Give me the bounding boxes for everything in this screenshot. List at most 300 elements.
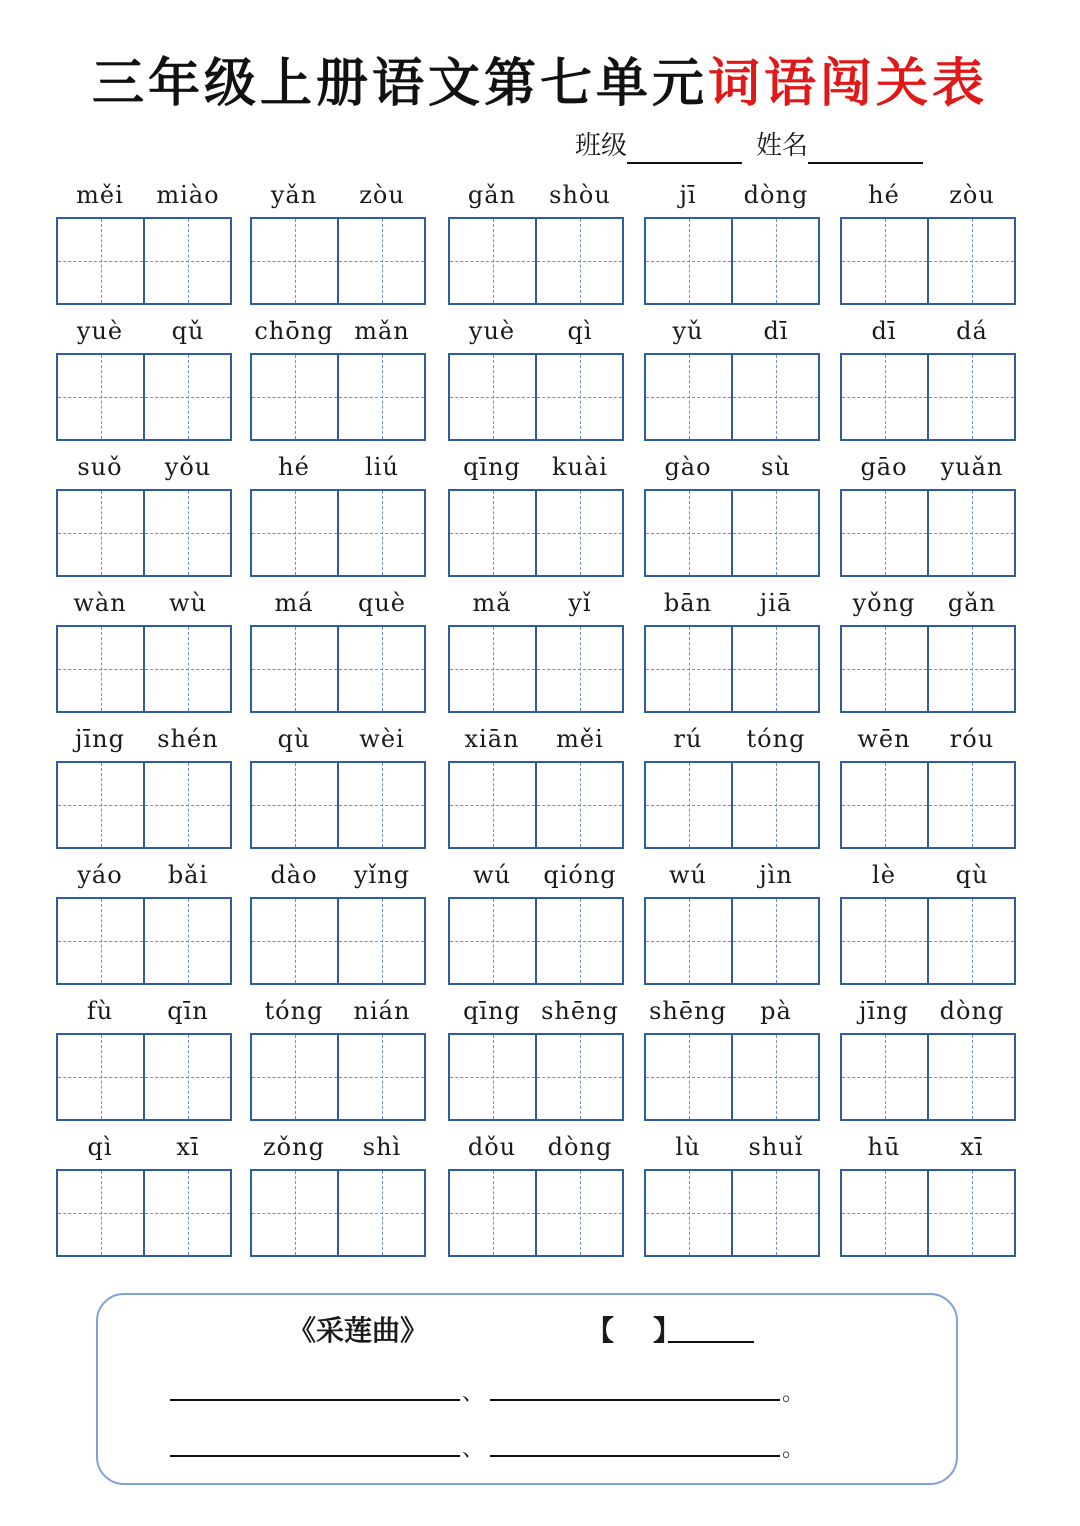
pinyin: hé <box>278 453 310 481</box>
pinyin: hū <box>867 1133 901 1161</box>
writing-boxes <box>448 1169 624 1257</box>
writing-cell[interactable] <box>252 491 337 575</box>
pinyin: lè <box>872 861 896 889</box>
writing-boxes <box>448 217 624 305</box>
guide-line-horizontal <box>733 1077 818 1078</box>
guide-line-horizontal <box>145 941 230 942</box>
pinyin: wù <box>169 589 207 617</box>
pinyin: dòng <box>743 181 809 209</box>
word-item <box>56 178 232 306</box>
writing-cell[interactable] <box>252 1171 337 1255</box>
guide-line-horizontal <box>145 533 230 534</box>
guide-line-horizontal <box>450 669 535 670</box>
pinyin: què <box>357 589 407 617</box>
guide-line-horizontal <box>58 805 143 806</box>
guide-line-horizontal <box>339 1213 424 1214</box>
word-item <box>250 586 426 714</box>
writing-boxes <box>250 217 426 305</box>
pinyin: jī <box>679 181 697 209</box>
writing-cell[interactable] <box>58 219 143 303</box>
guide-line-horizontal <box>537 1213 622 1214</box>
writing-cell[interactable] <box>842 219 927 303</box>
writing-boxes <box>644 897 820 985</box>
guide-line-horizontal <box>339 669 424 670</box>
pinyin: miào <box>156 181 220 209</box>
writing-cell[interactable] <box>842 1171 927 1255</box>
guide-line-horizontal <box>646 805 731 806</box>
student-info <box>575 128 937 164</box>
pinyin: dī <box>871 317 897 345</box>
word-item <box>56 586 232 714</box>
writing-boxes <box>56 897 232 985</box>
guide-line-horizontal <box>537 805 622 806</box>
word-item <box>56 858 232 986</box>
writing-cell[interactable] <box>646 627 731 711</box>
word-item <box>250 994 426 1122</box>
writing-cell[interactable] <box>731 219 818 303</box>
word-row <box>56 586 1028 722</box>
guide-line-horizontal <box>537 533 622 534</box>
writing-cell[interactable] <box>143 355 230 439</box>
word-item <box>840 586 1016 714</box>
writing-cell[interactable] <box>450 899 535 983</box>
writing-cell[interactable] <box>252 899 337 983</box>
writing-cell[interactable] <box>927 899 1014 983</box>
pinyin: qīn <box>167 997 209 1025</box>
guide-line-horizontal <box>646 1213 731 1214</box>
writing-cell[interactable] <box>337 355 424 439</box>
pinyin: gāo <box>860 453 908 481</box>
writing-cell[interactable] <box>58 899 143 983</box>
writing-boxes <box>56 353 232 441</box>
word-row <box>56 994 1028 1130</box>
guide-line-horizontal <box>929 533 1014 534</box>
pinyin: sù <box>761 453 791 481</box>
guide-line-horizontal <box>929 941 1014 942</box>
writing-boxes <box>56 217 232 305</box>
guide-line-horizontal <box>252 669 337 670</box>
pinyin: wèi <box>359 725 405 753</box>
guide-line-horizontal <box>252 261 337 262</box>
poem-line-2b[interactable] <box>490 1455 780 1457</box>
poem-comma-2: 、 <box>462 1437 485 1462</box>
guide-line-horizontal <box>929 669 1014 670</box>
pinyin: yuǎn <box>940 453 1004 481</box>
pinyin: měi <box>556 725 604 753</box>
writing-cell[interactable] <box>646 899 731 983</box>
guide-line-horizontal <box>646 533 731 534</box>
pinyin: bān <box>663 589 713 617</box>
pinyin: bǎi <box>167 861 209 889</box>
pinyin: dǒu <box>467 1133 517 1161</box>
writing-boxes <box>250 625 426 713</box>
pinyin: yǒu <box>164 453 212 481</box>
word-item <box>448 722 624 850</box>
word-row <box>56 314 1028 450</box>
pinyin: shēng <box>649 997 727 1025</box>
writing-cell[interactable] <box>450 1171 535 1255</box>
word-item <box>56 314 232 442</box>
word-item <box>644 178 820 306</box>
writing-cell[interactable] <box>731 1171 818 1255</box>
word-item <box>250 178 426 306</box>
word-item <box>840 450 1016 578</box>
pinyin: dào <box>270 861 318 889</box>
writing-boxes <box>644 625 820 713</box>
pinyin: kuài <box>552 453 608 481</box>
word-grid <box>56 178 1028 1266</box>
poem-author-bracket[interactable]: 【 】 <box>586 1314 681 1347</box>
word-item <box>644 586 820 714</box>
pinyin: pà <box>760 997 792 1025</box>
writing-cell[interactable] <box>143 219 230 303</box>
writing-boxes <box>56 1033 232 1121</box>
writing-cell[interactable] <box>143 1171 230 1255</box>
writing-cell[interactable] <box>337 899 424 983</box>
guide-line-horizontal <box>145 261 230 262</box>
writing-cell[interactable] <box>646 763 731 847</box>
writing-boxes <box>250 1033 426 1121</box>
writing-cell[interactable] <box>927 355 1014 439</box>
pinyin: chōng <box>254 317 334 345</box>
pinyin: gào <box>664 453 712 481</box>
poem-line-2a[interactable] <box>170 1455 460 1457</box>
pinyin: qù <box>277 725 311 753</box>
poem-line-1b[interactable] <box>490 1399 780 1401</box>
writing-cell[interactable] <box>731 627 818 711</box>
writing-cell[interactable] <box>535 355 622 439</box>
writing-boxes <box>250 353 426 441</box>
guide-line-horizontal <box>252 1077 337 1078</box>
pinyin: wàn <box>73 589 127 617</box>
writing-cell[interactable] <box>58 1035 143 1119</box>
guide-line-horizontal <box>58 669 143 670</box>
pinyin: hé <box>868 181 900 209</box>
writing-boxes <box>840 217 1016 305</box>
writing-cell[interactable] <box>450 627 535 711</box>
guide-line-horizontal <box>58 941 143 942</box>
class-blank[interactable] <box>627 132 742 164</box>
writing-cell[interactable] <box>646 355 731 439</box>
pinyin: yǔ <box>672 317 704 345</box>
writing-cell[interactable] <box>535 899 622 983</box>
guide-line-horizontal <box>842 261 927 262</box>
pinyin: shén <box>157 725 219 753</box>
writing-cell[interactable] <box>842 491 927 575</box>
word-item <box>56 722 232 850</box>
poem-author-blank[interactable] <box>668 1341 754 1343</box>
pinyin: shēng <box>541 997 619 1025</box>
word-row <box>56 178 1028 314</box>
word-row <box>56 450 1028 586</box>
writing-cell[interactable] <box>535 627 622 711</box>
guide-line-horizontal <box>58 261 143 262</box>
word-item <box>644 450 820 578</box>
word-item <box>840 994 1016 1122</box>
writing-cell[interactable] <box>927 1035 1014 1119</box>
page-title <box>0 44 1080 124</box>
writing-cell[interactable] <box>143 491 230 575</box>
pinyin: jīng <box>859 997 909 1025</box>
writing-cell[interactable] <box>58 627 143 711</box>
word-row <box>56 722 1028 858</box>
word-item <box>840 858 1016 986</box>
poem-comma-1: 、 <box>462 1381 485 1406</box>
pinyin: qǔ <box>171 317 205 345</box>
pinyin: qióng <box>543 861 617 889</box>
pinyin: xī <box>960 1133 984 1161</box>
pinyin: qīng <box>463 453 521 481</box>
writing-cell[interactable] <box>535 491 622 575</box>
poem-box <box>96 1293 958 1485</box>
writing-boxes <box>840 1169 1016 1257</box>
pinyin: xī <box>176 1133 200 1161</box>
poem-period-1: 。 <box>782 1381 805 1406</box>
pinyin: yǐng <box>353 861 411 889</box>
writing-cell[interactable] <box>646 1171 731 1255</box>
guide-line-horizontal <box>733 805 818 806</box>
word-item <box>56 450 232 578</box>
writing-boxes <box>840 353 1016 441</box>
writing-cell[interactable] <box>252 1035 337 1119</box>
writing-cell[interactable] <box>646 219 731 303</box>
word-item <box>56 994 232 1122</box>
writing-cell[interactable] <box>252 219 337 303</box>
guide-line-horizontal <box>842 1213 927 1214</box>
writing-cell[interactable] <box>842 1035 927 1119</box>
word-row <box>56 858 1028 994</box>
writing-cell[interactable] <box>58 355 143 439</box>
guide-line-horizontal <box>537 261 622 262</box>
pinyin: wú <box>669 861 707 889</box>
pinyin: shì <box>362 1133 402 1161</box>
pinyin: mǎ <box>472 589 512 617</box>
pinyin: wú <box>473 861 511 889</box>
writing-cell[interactable] <box>842 763 927 847</box>
pinyin: gǎn <box>947 589 997 617</box>
writing-cell[interactable] <box>731 491 818 575</box>
writing-boxes <box>250 897 426 985</box>
title-main: 三年级上册语文第七单元 <box>91 54 708 114</box>
word-item <box>448 994 624 1122</box>
guide-line-horizontal <box>450 805 535 806</box>
writing-boxes <box>56 1169 232 1257</box>
guide-line-horizontal <box>339 533 424 534</box>
guide-line-horizontal <box>339 1077 424 1078</box>
pinyin: shòu <box>549 181 611 209</box>
writing-cell[interactable] <box>535 1171 622 1255</box>
writing-cell[interactable] <box>143 763 230 847</box>
guide-line-horizontal <box>733 533 818 534</box>
word-item <box>250 314 426 442</box>
pinyin: dī <box>763 317 789 345</box>
guide-line-horizontal <box>537 669 622 670</box>
writing-boxes <box>448 353 624 441</box>
word-item <box>840 1130 1016 1258</box>
writing-cell[interactable] <box>337 763 424 847</box>
writing-boxes <box>644 217 820 305</box>
writing-cell[interactable] <box>646 1035 731 1119</box>
pinyin: yáo <box>77 861 123 889</box>
writing-cell[interactable] <box>731 1035 818 1119</box>
writing-cell[interactable] <box>535 219 622 303</box>
writing-cell[interactable] <box>842 627 927 711</box>
guide-line-horizontal <box>58 1077 143 1078</box>
writing-boxes <box>644 489 820 577</box>
writing-boxes <box>448 1033 624 1121</box>
guide-line-horizontal <box>339 261 424 262</box>
writing-cell[interactable] <box>927 763 1014 847</box>
writing-boxes <box>250 761 426 849</box>
pinyin: shuǐ <box>748 1133 804 1161</box>
writing-cell[interactable] <box>842 899 927 983</box>
guide-line-horizontal <box>842 805 927 806</box>
writing-cell[interactable] <box>450 1035 535 1119</box>
writing-cell[interactable] <box>731 899 818 983</box>
pinyin: xiān <box>464 725 520 753</box>
guide-line-horizontal <box>842 941 927 942</box>
class-label: 班级 <box>575 131 628 161</box>
pinyin: qì <box>567 317 593 345</box>
word-item <box>644 314 820 442</box>
pinyin: qì <box>87 1133 113 1161</box>
word-row <box>56 1130 1028 1266</box>
word-item <box>56 1130 232 1258</box>
pinyin: gǎn <box>467 181 517 209</box>
writing-cell[interactable] <box>252 355 337 439</box>
writing-cell[interactable] <box>143 899 230 983</box>
pinyin: měi <box>76 181 124 209</box>
writing-cell[interactable] <box>842 355 927 439</box>
guide-line-horizontal <box>339 805 424 806</box>
word-item <box>448 586 624 714</box>
writing-cell[interactable] <box>927 219 1014 303</box>
guide-line-horizontal <box>252 1213 337 1214</box>
pinyin: róu <box>949 725 995 753</box>
writing-cell[interactable] <box>731 355 818 439</box>
title-highlight: 词语闯关表 <box>708 54 989 114</box>
word-item <box>840 314 1016 442</box>
writing-cell[interactable] <box>337 491 424 575</box>
guide-line-horizontal <box>339 941 424 942</box>
writing-cell[interactable] <box>252 763 337 847</box>
pinyin: fù <box>86 997 114 1025</box>
writing-cell[interactable] <box>337 219 424 303</box>
writing-cell[interactable] <box>143 1035 230 1119</box>
writing-boxes <box>448 625 624 713</box>
pinyin: suǒ <box>77 453 123 481</box>
guide-line-horizontal <box>145 1077 230 1078</box>
writing-cell[interactable] <box>927 491 1014 575</box>
name-blank[interactable] <box>808 132 923 164</box>
pinyin: yuè <box>468 317 516 345</box>
guide-line-horizontal <box>252 805 337 806</box>
word-item <box>448 858 624 986</box>
pinyin: yǐ <box>568 589 592 617</box>
guide-line-horizontal <box>733 1213 818 1214</box>
guide-line-horizontal <box>842 669 927 670</box>
writing-cell[interactable] <box>731 763 818 847</box>
pinyin: dá <box>956 317 988 345</box>
word-item <box>644 994 820 1122</box>
poem-title: 《采莲曲》 <box>288 1314 429 1347</box>
writing-cell[interactable] <box>58 491 143 575</box>
guide-line-horizontal <box>842 1077 927 1078</box>
writing-cell[interactable] <box>646 491 731 575</box>
word-item <box>448 1130 624 1258</box>
guide-line-horizontal <box>450 533 535 534</box>
writing-boxes <box>840 625 1016 713</box>
guide-line-horizontal <box>646 941 731 942</box>
guide-line-horizontal <box>929 805 1014 806</box>
pinyin: liú <box>365 453 399 481</box>
writing-boxes <box>644 761 820 849</box>
guide-line-horizontal <box>145 1213 230 1214</box>
guide-line-horizontal <box>450 941 535 942</box>
writing-boxes <box>250 489 426 577</box>
writing-cell[interactable] <box>337 627 424 711</box>
pinyin: dòng <box>547 1133 613 1161</box>
pinyin: wēn <box>857 725 911 753</box>
writing-boxes <box>56 489 232 577</box>
guide-line-horizontal <box>145 669 230 670</box>
writing-cell[interactable] <box>337 1171 424 1255</box>
pinyin: jìn <box>759 861 793 889</box>
guide-line-horizontal <box>646 261 731 262</box>
guide-line-horizontal <box>252 941 337 942</box>
writing-cell[interactable] <box>450 491 535 575</box>
writing-boxes <box>250 1169 426 1257</box>
poem-line-1a[interactable] <box>170 1399 460 1401</box>
writing-cell[interactable] <box>58 1171 143 1255</box>
guide-line-horizontal <box>450 1213 535 1214</box>
word-item <box>840 178 1016 306</box>
pinyin: qīng <box>463 997 521 1025</box>
word-item <box>250 722 426 850</box>
writing-cell[interactable] <box>535 763 622 847</box>
guide-line-horizontal <box>450 397 535 398</box>
pinyin: zǒng <box>263 1133 325 1161</box>
writing-cell[interactable] <box>927 627 1014 711</box>
writing-cell[interactable] <box>58 763 143 847</box>
writing-cell[interactable] <box>450 355 535 439</box>
word-item <box>448 178 624 306</box>
writing-cell[interactable] <box>252 627 337 711</box>
pinyin: tóng <box>746 725 806 753</box>
writing-cell[interactable] <box>535 1035 622 1119</box>
word-item <box>448 450 624 578</box>
guide-line-horizontal <box>145 397 230 398</box>
writing-boxes <box>448 489 624 577</box>
pinyin: tóng <box>264 997 324 1025</box>
guide-line-horizontal <box>252 397 337 398</box>
poem-period-2: 。 <box>782 1437 805 1462</box>
writing-cell[interactable] <box>143 627 230 711</box>
guide-line-horizontal <box>339 397 424 398</box>
writing-cell[interactable] <box>337 1035 424 1119</box>
writing-cell[interactable] <box>450 763 535 847</box>
guide-line-horizontal <box>733 397 818 398</box>
pinyin: mǎn <box>354 317 410 345</box>
writing-cell[interactable] <box>927 1171 1014 1255</box>
pinyin: dòng <box>939 997 1005 1025</box>
writing-cell[interactable] <box>450 219 535 303</box>
guide-line-horizontal <box>929 397 1014 398</box>
writing-boxes <box>56 625 232 713</box>
guide-line-horizontal <box>646 1077 731 1078</box>
pinyin: jīng <box>75 725 125 753</box>
pinyin: yǎn <box>270 181 318 209</box>
